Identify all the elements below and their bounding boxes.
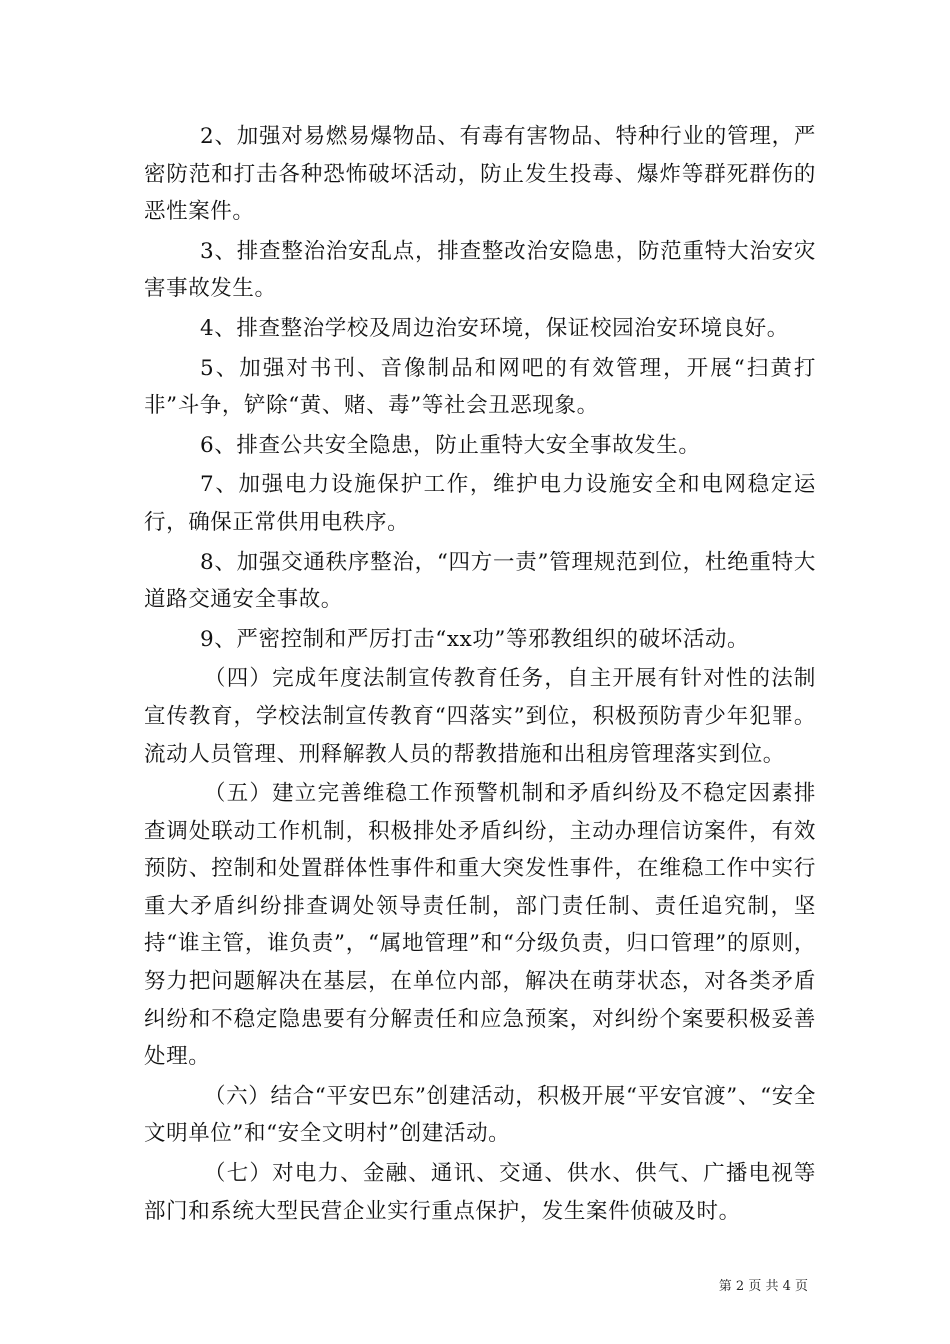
- paragraph-item-3: 3、排查整治治安乱点，排查整改治安隐患，防范重特大治安灾害事故发生。: [144, 238, 816, 302]
- paragraph-item-6: 6、排查公共安全隐患，防止重特大安全事故发生。: [200, 432, 701, 458]
- paragraph-item-4: 4、排查整治学校及周边治安环境，保证校园治安环境良好。: [200, 315, 789, 341]
- document-body: [144, 118, 816, 1232]
- paragraph-item-5: 5、加强对书刊、音像制品和网吧的有效管理，开展“扫黄打非”斗争，铲除“黄、赌、毒”等社会丑恶现象。: [144, 355, 816, 419]
- paragraph-item-2: 2、加强对易燃易爆物品、有毒有害物品、特种行业的管理，严密防范和打击各种恐怖破坏活动，防止发生投毒、爆炸等群死群伤的恶性案件。: [144, 124, 816, 225]
- paragraph-section-6: （六）结合“平安巴东”创建活动，积极开展“平安官渡”、“安全文明单位”和“安全文明村”创建活动。: [144, 1083, 816, 1147]
- paragraph-section-5: （五）建立完善维稳工作预警机制和矛盾纠纷及不稳定因素排查调处联动工作机制，积极排处矛盾纠纷，主动办理信访案件，有效预防、控制和处置群体性事件和重大突发性事件，在维稳工作中实行重大矛盾纠纷排查调处领导责任制，部门责任制、责任追究制，坚持“谁主管，谁负责”，“属地管理”和“分级负责，归口管理”的原则，努力把问题解决在基层，在单位内部，解决在萌芽状态，对各类矛盾纠纷和不稳定隐患要有分解责任和应急预案，对纠纷个案要积极妥善处理。: [144, 781, 816, 1070]
- paragraph-item-7: 7、加强电力设施保护工作，维护电力设施安全和电网稳定运行，确保正常供用电秩序。: [144, 472, 816, 535]
- page-number-footer: 第 2 页 共 4 页: [718, 1279, 808, 1294]
- paragraph-section-4: （四）完成年度法制宣传教育任务，自主开展有针对性的法制宣传教育，学校法制宣传教育“四落实”到位，积极预防青少年犯罪。流动人员管理、刑释解教人员的帮教措施和出租房管理落实到位。: [144, 666, 816, 767]
- paragraph-section-7: （七）对电力、金融、通讯、交通、供水、供气、广播电视等部门和系统大型民营企业实行重点保护，发生案件侦破及时。: [144, 1161, 816, 1224]
- paragraph-item-8: 8、加强交通秩序整治，“四方一责”管理规范到位，杜绝重特大道路交通安全事故。: [144, 549, 816, 613]
- paragraph-item-9: 9、严密控制和严厉打击“xx功”等邪教组织的破坏活动。: [200, 626, 750, 652]
